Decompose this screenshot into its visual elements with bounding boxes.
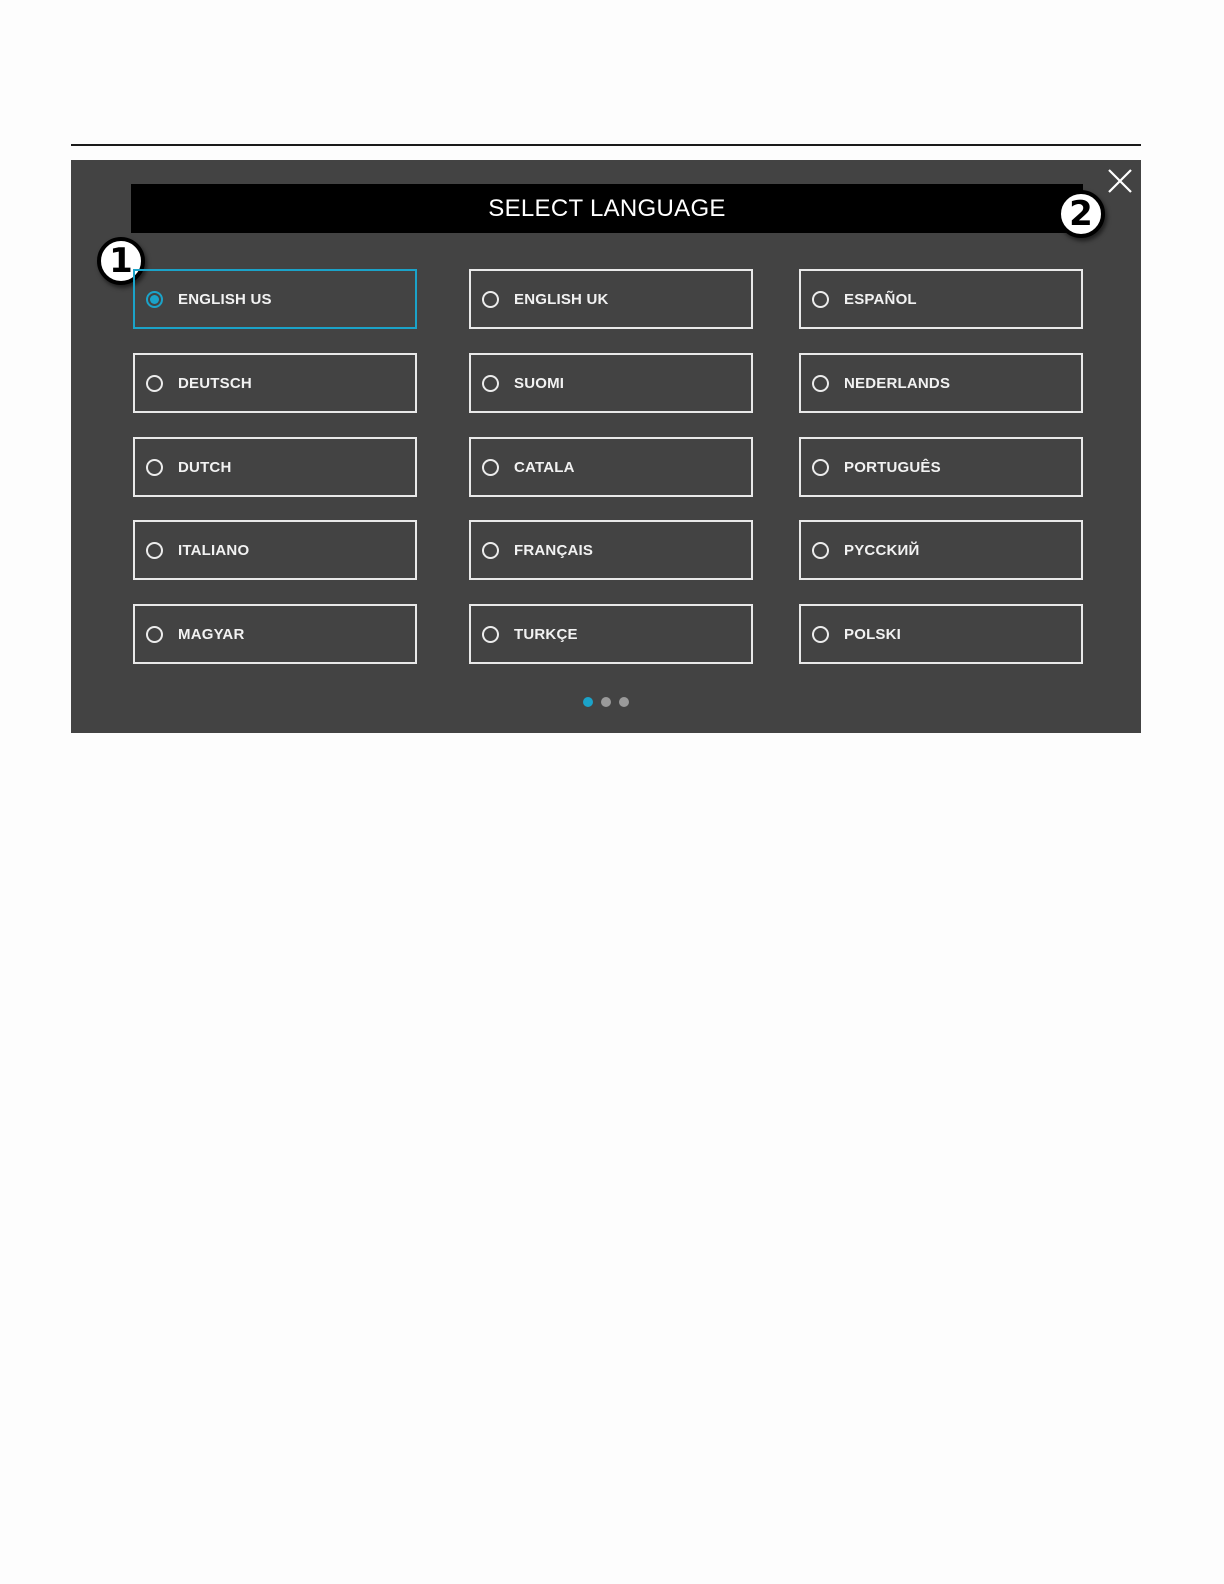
page-indicator — [583, 697, 629, 707]
language-label: CATALA — [514, 458, 575, 476]
radio-button[interactable] — [812, 542, 829, 559]
radio-button[interactable] — [146, 626, 163, 643]
language-option[interactable] — [799, 604, 1083, 664]
radio-button[interactable] — [812, 291, 829, 308]
language-option[interactable] — [133, 604, 417, 664]
radio-button[interactable] — [482, 459, 499, 476]
language-option[interactable] — [133, 269, 417, 329]
language-option[interactable] — [799, 520, 1083, 580]
language-label: PORTUGUÊS — [844, 458, 941, 476]
language-option[interactable] — [469, 353, 753, 413]
language-option[interactable] — [133, 353, 417, 413]
dialog-title: SELECT LANGUAGE — [131, 184, 1083, 233]
language-dialog — [71, 160, 1141, 733]
language-label: DUTCH — [178, 458, 232, 476]
radio-button[interactable] — [812, 459, 829, 476]
language-option[interactable] — [469, 520, 753, 580]
page-dot[interactable] — [619, 697, 629, 707]
radio-button[interactable] — [146, 291, 163, 308]
radio-button[interactable] — [146, 375, 163, 392]
language-option[interactable] — [469, 437, 753, 497]
language-label: DEUTSCH — [178, 374, 252, 392]
language-option[interactable] — [799, 437, 1083, 497]
radio-button[interactable] — [146, 542, 163, 559]
language-label: NEDERLANDS — [844, 374, 951, 392]
language-label: ITALIANO — [178, 541, 250, 559]
language-option[interactable] — [469, 604, 753, 664]
language-label: FRANÇAIS — [514, 541, 594, 559]
callout-2: 2 — [1057, 190, 1105, 238]
radio-button[interactable] — [482, 291, 499, 308]
language-label: ESPAÑOL — [844, 290, 917, 308]
radio-button[interactable] — [482, 375, 499, 392]
radio-button[interactable] — [146, 459, 163, 476]
language-option[interactable] — [799, 353, 1083, 413]
language-label: ENGLISH US — [178, 290, 272, 308]
language-label: TURKÇE — [514, 625, 578, 643]
radio-button[interactable] — [812, 626, 829, 643]
top-rule — [71, 144, 1141, 146]
page-dot[interactable] — [583, 697, 593, 707]
language-label: PYCCKИЙ — [844, 541, 920, 559]
language-option[interactable] — [133, 437, 417, 497]
language-label: POLSKI — [844, 625, 902, 643]
radio-button[interactable] — [482, 626, 499, 643]
radio-button[interactable] — [482, 542, 499, 559]
language-label: MAGYAR — [178, 625, 245, 643]
callout-1: 1 — [97, 237, 145, 285]
language-label: SUOMI — [514, 374, 565, 392]
language-option[interactable] — [133, 520, 417, 580]
radio-button[interactable] — [812, 375, 829, 392]
close-button[interactable] — [1105, 166, 1135, 196]
language-option[interactable] — [469, 269, 753, 329]
close-icon — [1105, 166, 1135, 196]
language-option[interactable] — [799, 269, 1083, 329]
language-label: ENGLISH UK — [514, 290, 609, 308]
page-dot[interactable] — [601, 697, 611, 707]
